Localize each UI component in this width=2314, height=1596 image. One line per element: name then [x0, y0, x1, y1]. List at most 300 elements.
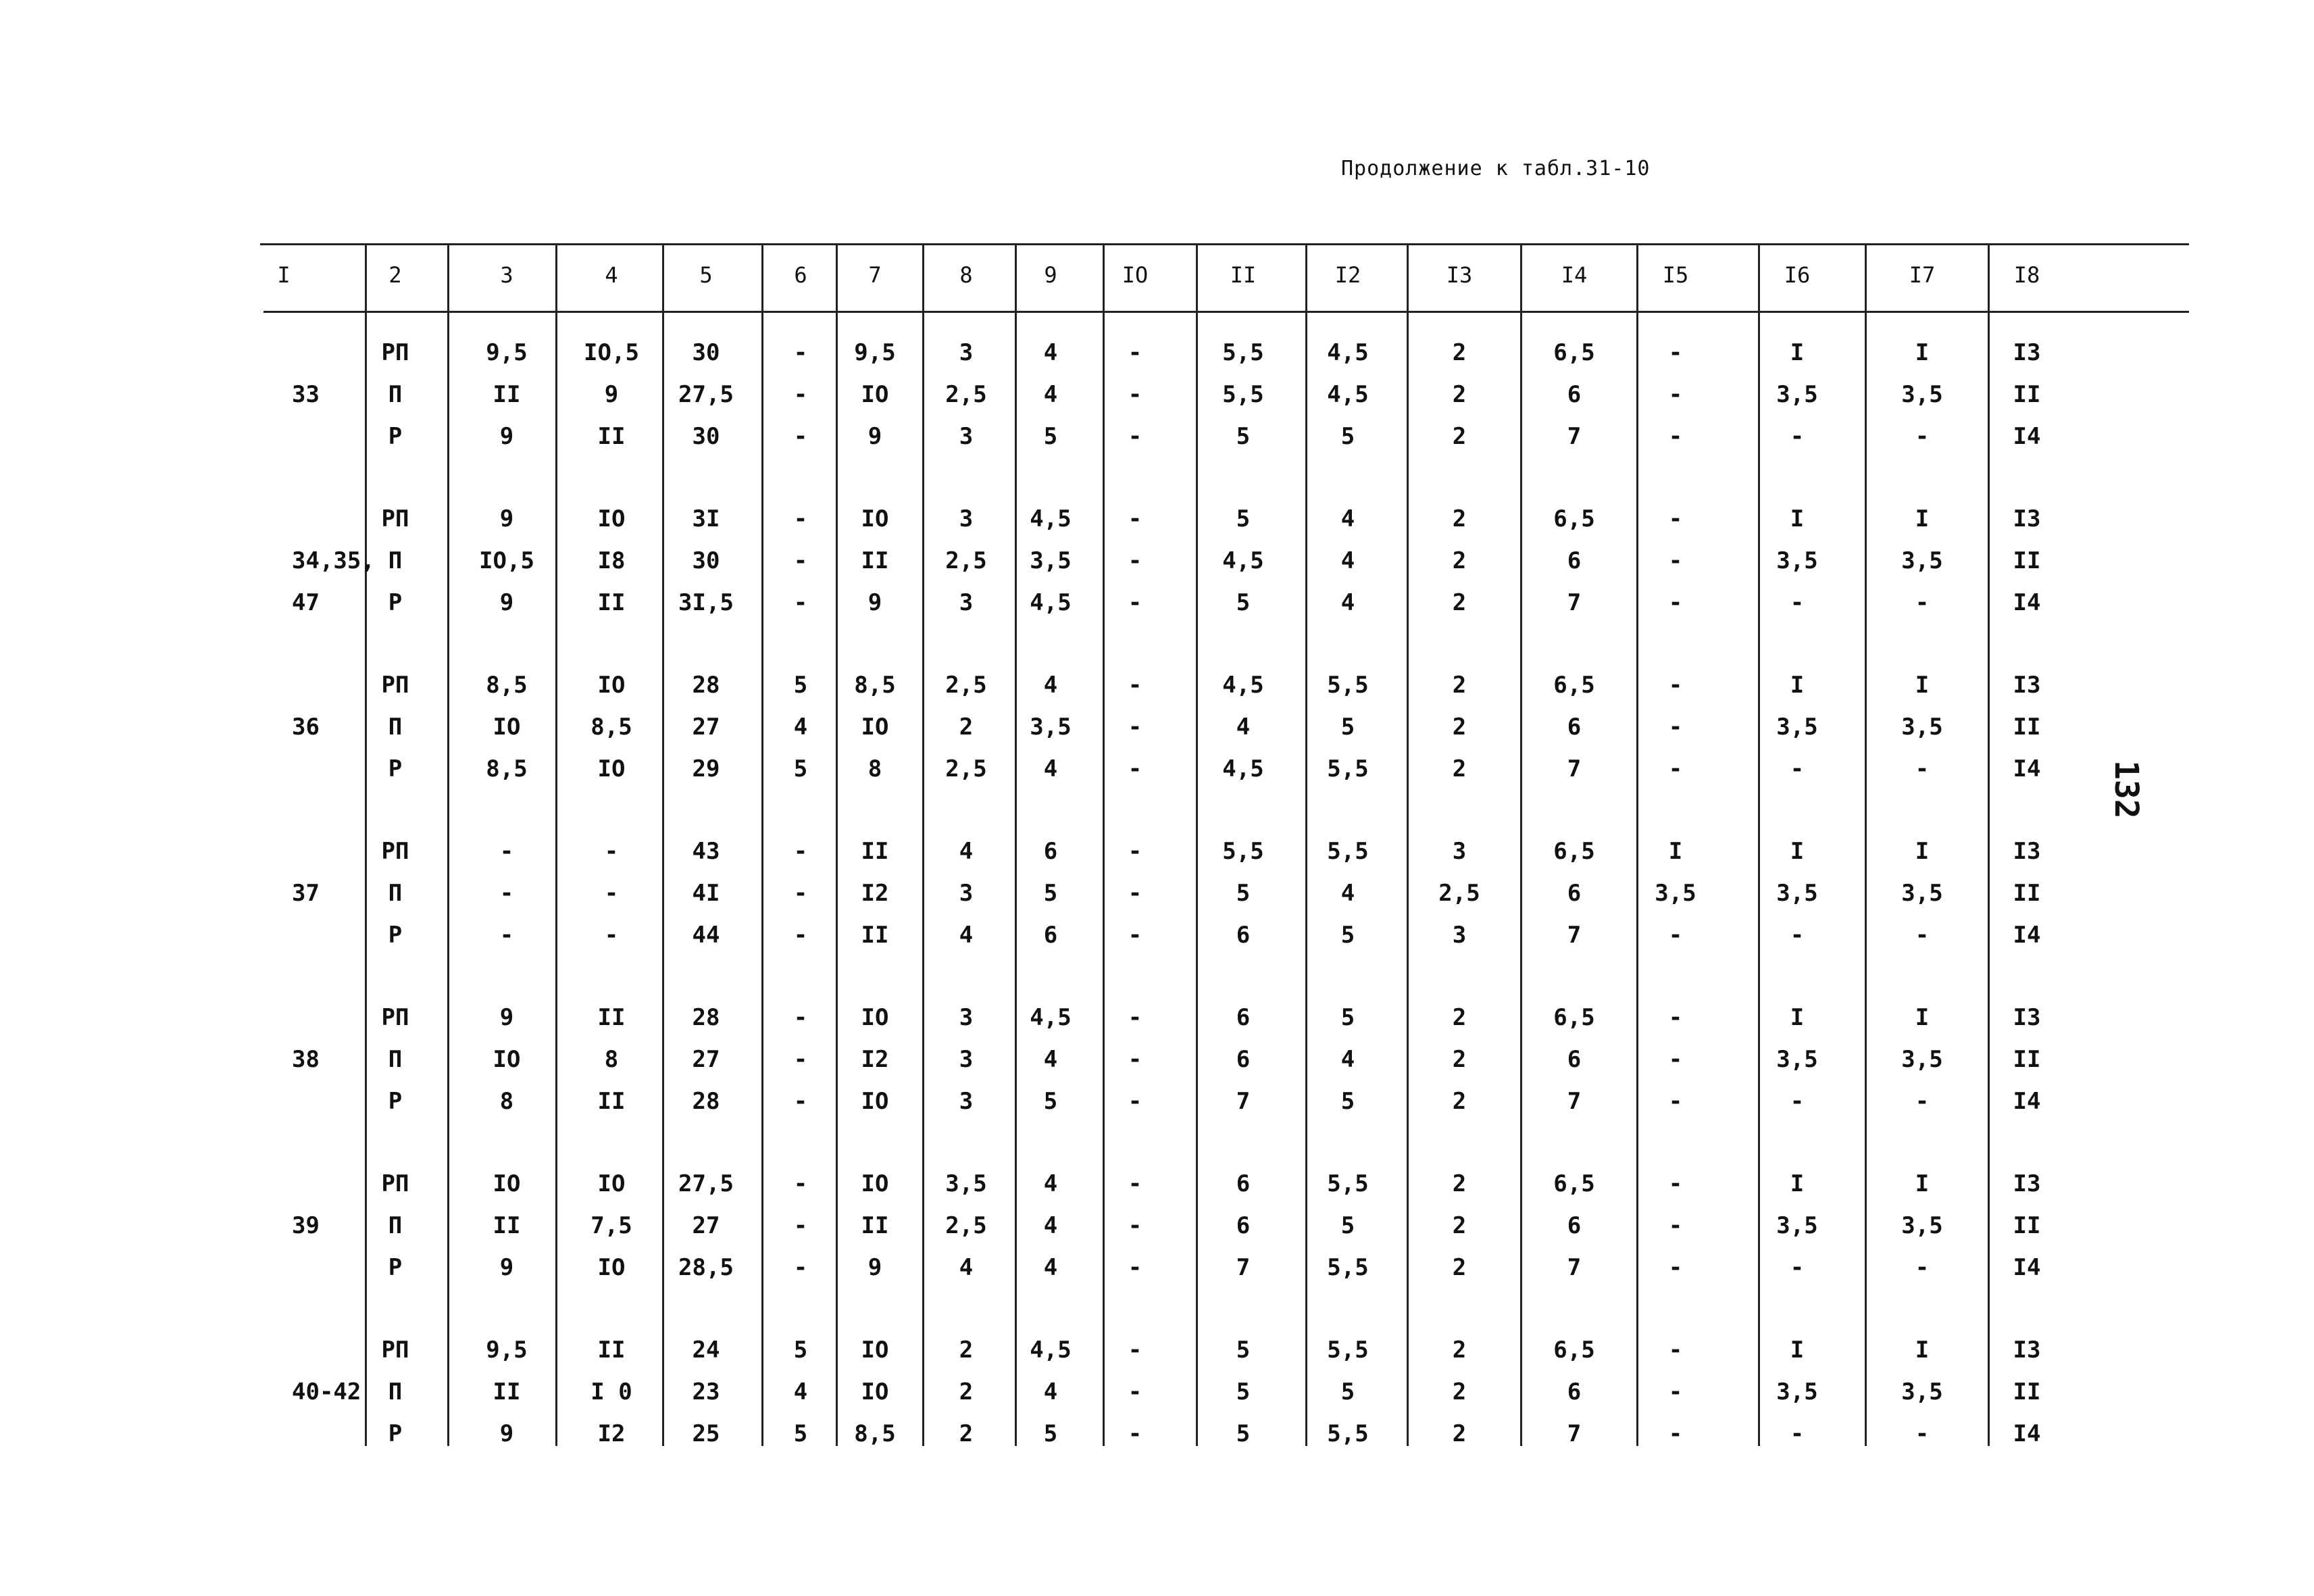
table-cell: 3 — [1452, 922, 1467, 949]
table-cell: 7 — [1236, 1254, 1251, 1281]
table-cell: 3 — [959, 423, 974, 450]
table-cell: IO — [597, 1170, 626, 1197]
table-cell: I — [1668, 838, 1683, 865]
table-cell: - — [1128, 880, 1142, 907]
table-cell: 5,5 — [1327, 672, 1369, 699]
table-cell: I4 — [2013, 423, 2041, 450]
table-cell: 3 — [959, 589, 974, 616]
column-divider — [1988, 243, 1990, 1446]
table-cell: 4 — [1043, 672, 1058, 699]
table-cell: - — [1128, 505, 1142, 532]
table-cell: 3I — [692, 505, 720, 532]
table-cell: 4 — [959, 922, 974, 949]
table-cell: - — [1668, 1004, 1683, 1031]
table-cell: 3,5 — [1901, 714, 1943, 741]
column-header: 9 — [1044, 262, 1057, 288]
table-cell: 8,5 — [486, 755, 528, 782]
table-cell: IO — [861, 505, 889, 532]
table-cell: 43 — [692, 838, 720, 865]
table-cell: - — [1668, 1378, 1683, 1405]
table-cell: - — [1790, 589, 1805, 616]
table-cell: 3,5 — [1776, 1046, 1818, 1073]
table-cell: II — [2013, 1378, 2041, 1405]
table-cell: 6 — [1236, 1004, 1251, 1031]
table-cell: 4 — [1340, 505, 1355, 532]
table-cell: 8 — [867, 755, 882, 782]
table-cell: 5 — [1043, 1420, 1058, 1447]
table-cell: 6 — [1567, 1212, 1582, 1239]
table-cell: 5 — [1043, 1088, 1058, 1115]
table-cell: - — [499, 922, 514, 949]
table-cell: 5 — [793, 1420, 808, 1447]
table-cell: 3 — [959, 880, 974, 907]
table-cell: - — [1668, 339, 1683, 366]
table-cell: Р — [388, 589, 403, 616]
table-cell: 5 — [1340, 423, 1355, 450]
table-cell: 5 — [1236, 1420, 1251, 1447]
table-cell: 8 — [604, 1046, 619, 1073]
table-cell: 7 — [1567, 423, 1582, 450]
table-cell: 2 — [959, 1337, 974, 1364]
table-cell: - — [1128, 423, 1142, 450]
column-header: I5 — [1662, 262, 1689, 288]
table-cell: 6,5 — [1553, 339, 1595, 366]
table-cell: - — [1668, 589, 1683, 616]
table-cell: Р — [388, 1254, 403, 1281]
table-cell: 6,5 — [1553, 1170, 1595, 1197]
column-divider — [1520, 243, 1522, 1446]
table-cell: 2 — [1452, 1337, 1467, 1364]
table-cell: 7 — [1567, 755, 1582, 782]
table-cell: - — [793, 505, 808, 532]
table-cell: 3 — [959, 339, 974, 366]
table-cell: 4,5 — [1030, 505, 1072, 532]
table-cell: 2,5 — [945, 1212, 987, 1239]
table-cell: I3 — [2013, 1004, 2041, 1031]
table-cell: 3,5 — [1901, 547, 1943, 574]
table-cell: 3 — [959, 1088, 974, 1115]
header-bottom-rule — [263, 311, 2189, 313]
column-header: I8 — [2013, 262, 2040, 288]
table-cell: 24 — [692, 1337, 720, 1364]
table-cell: 5 — [1236, 505, 1251, 532]
group-label: 33 — [292, 381, 320, 408]
table-cell: 5 — [1340, 1212, 1355, 1239]
column-header: 7 — [868, 262, 882, 288]
table-cell: II — [861, 838, 889, 865]
table-cell: 3,5 — [945, 1170, 987, 1197]
table-cell: 5 — [1236, 1378, 1251, 1405]
table-cell: 5 — [1043, 880, 1058, 907]
table-cell: - — [1668, 1170, 1683, 1197]
table-cell: 8,5 — [486, 672, 528, 699]
table-cell: - — [1128, 1420, 1142, 1447]
table-cell: 6 — [1567, 1046, 1582, 1073]
table-cell: 7 — [1567, 1420, 1582, 1447]
table-cell: - — [1128, 1004, 1142, 1031]
table-cell: IO — [861, 1378, 889, 1405]
table-cell: IO — [597, 755, 626, 782]
table-cell: 28,5 — [678, 1254, 734, 1281]
table-cell: 9 — [499, 1004, 514, 1031]
table-cell: 3I,5 — [678, 589, 734, 616]
column-header: 8 — [959, 262, 973, 288]
table-cell: 7 — [1236, 1088, 1251, 1115]
column-header: I2 — [1334, 262, 1361, 288]
table-cell: - — [604, 880, 619, 907]
table-cell: 6,5 — [1553, 1004, 1595, 1031]
table-cell: 4 — [1043, 1212, 1058, 1239]
table-cell: - — [793, 1212, 808, 1239]
table-cell: 3,5 — [1655, 880, 1696, 907]
column-divider — [447, 243, 449, 1446]
table-cell: I4 — [2013, 589, 2041, 616]
table-cell: 2 — [959, 714, 974, 741]
table-cell: 5,5 — [1222, 339, 1264, 366]
table-cell: 2 — [1452, 1004, 1467, 1031]
table-cell: 2 — [1452, 714, 1467, 741]
table-cell: 5,5 — [1327, 1254, 1369, 1281]
table-cell: IO — [493, 714, 521, 741]
table-cell: I3 — [2013, 339, 2041, 366]
table-cell: П — [388, 1378, 403, 1405]
table-cell: 4 — [1043, 1170, 1058, 1197]
table-cell: - — [1668, 755, 1683, 782]
table-cell: - — [793, 547, 808, 574]
table-cell: 6 — [1567, 880, 1582, 907]
table-cell: I 0 — [590, 1378, 632, 1405]
table-cell: - — [793, 922, 808, 949]
table-cell: I — [1790, 1170, 1805, 1197]
table-cell: - — [1915, 589, 1930, 616]
table-cell: 5 — [1236, 589, 1251, 616]
table-cell: I — [1790, 505, 1805, 532]
group-label: 37 — [292, 880, 320, 907]
table-cell: 6,5 — [1553, 838, 1595, 865]
table-cell: 4,5 — [1222, 547, 1264, 574]
table-cell: - — [1668, 547, 1683, 574]
table-cell: II — [861, 547, 889, 574]
table-cell: 3,5 — [1901, 381, 1943, 408]
table-cell: 3,5 — [1030, 547, 1072, 574]
table-cell: 3,5 — [1776, 714, 1818, 741]
table-cell: 4 — [959, 838, 974, 865]
table-cell: 8,5 — [854, 1420, 896, 1447]
table-cell: - — [1790, 755, 1805, 782]
table-cell: II — [2013, 381, 2041, 408]
table-cell: - — [1128, 1378, 1142, 1405]
table-cell: 6 — [1236, 1170, 1251, 1197]
table-top-rule — [260, 243, 2189, 245]
table-cell: - — [1128, 1337, 1142, 1364]
table-cell: 4,5 — [1030, 1004, 1072, 1031]
table-cell: 5,5 — [1327, 755, 1369, 782]
table-cell: II — [2013, 1046, 2041, 1073]
table-cell: 5,5 — [1327, 1420, 1369, 1447]
table-cell: - — [1668, 1420, 1683, 1447]
table-cell: 27 — [692, 714, 720, 741]
table-cell: I2 — [597, 1420, 626, 1447]
table-cell: 2 — [1452, 1378, 1467, 1405]
table-cell: 2 — [1452, 381, 1467, 408]
table-cell: 6 — [1043, 922, 1058, 949]
table-cell: РП — [381, 1004, 409, 1031]
table-cell: 3,5 — [1901, 880, 1943, 907]
column-header: II — [1230, 262, 1257, 288]
table-cell: П — [388, 381, 403, 408]
column-header: 2 — [388, 262, 402, 288]
column-header: IO — [1122, 262, 1149, 288]
column-header: I — [277, 262, 291, 288]
table-cell: 30 — [692, 547, 720, 574]
table-cell: 5 — [1340, 1378, 1355, 1405]
table-cell: 4,5 — [1030, 589, 1072, 616]
table-cell: 8,5 — [590, 714, 632, 741]
group-label: 47 — [292, 589, 320, 616]
table-cell: 5 — [793, 672, 808, 699]
table-cell: IO — [861, 381, 889, 408]
table-cell: - — [1915, 922, 1930, 949]
table-cell: 4 — [1043, 1254, 1058, 1281]
table-cell: - — [1668, 381, 1683, 408]
table-cell: РП — [381, 339, 409, 366]
table-cell: 4 — [1340, 547, 1355, 574]
column-header: I3 — [1446, 262, 1473, 288]
table-cell: I — [1915, 339, 1930, 366]
table-cell: 9 — [867, 423, 882, 450]
table-cell: 2 — [1452, 1420, 1467, 1447]
table-cell: 4 — [1043, 381, 1058, 408]
table-cell: - — [1915, 423, 1930, 450]
table-cell: I4 — [2013, 922, 2041, 949]
table-cell: - — [1128, 714, 1142, 741]
table-cell: I — [1915, 505, 1930, 532]
column-divider — [365, 243, 367, 1446]
table-cell: 3,5 — [1776, 1378, 1818, 1405]
table-cell: IO — [597, 505, 626, 532]
table-cell: IO — [861, 1170, 889, 1197]
table-cell: 6 — [1236, 1212, 1251, 1239]
table-cell: I3 — [2013, 672, 2041, 699]
table-cell: II — [597, 1337, 626, 1364]
table-cell: 9 — [867, 589, 882, 616]
table-cell: РП — [381, 1337, 409, 1364]
table-cell: I — [1790, 339, 1805, 366]
column-divider — [662, 243, 664, 1446]
table-cell: 27 — [692, 1212, 720, 1239]
table-cell: 2,5 — [1438, 880, 1480, 907]
table-cell: 2 — [1452, 339, 1467, 366]
table-cell: - — [1128, 1254, 1142, 1281]
table-cell: П — [388, 547, 403, 574]
table-cell: IO — [861, 714, 889, 741]
table-cell: 2,5 — [945, 381, 987, 408]
table-cell: I3 — [2013, 1170, 2041, 1197]
table-cell: - — [1128, 1046, 1142, 1073]
table-cell: - — [1915, 1254, 1930, 1281]
table-cell: 30 — [692, 423, 720, 450]
group-label: 40-42 — [292, 1378, 361, 1405]
table-cell: 5 — [1340, 922, 1355, 949]
table-cell: IO — [493, 1170, 521, 1197]
table-cell: I4 — [2013, 1254, 2041, 1281]
table-cell: 3,5 — [1901, 1046, 1943, 1073]
column-header: I6 — [1784, 262, 1811, 288]
column-divider — [1015, 243, 1017, 1446]
table-cell: РП — [381, 838, 409, 865]
table-cell: 6 — [1567, 714, 1582, 741]
table-cell: 3,5 — [1901, 1378, 1943, 1405]
table-cell: 3,5 — [1776, 1212, 1818, 1239]
table-cell: - — [1128, 922, 1142, 949]
table-cell: - — [1668, 1254, 1683, 1281]
table-cell: IO — [861, 1088, 889, 1115]
column-divider — [761, 243, 763, 1446]
table-cell: 5 — [1340, 1088, 1355, 1115]
table-cell: - — [793, 1254, 808, 1281]
table-cell: 5 — [1340, 1004, 1355, 1031]
table-cell: 28 — [692, 672, 720, 699]
table-cell: 3 — [959, 505, 974, 532]
table-cell: - — [1128, 381, 1142, 408]
table-cell: 5,5 — [1327, 838, 1369, 865]
table-cell: 28 — [692, 1088, 720, 1115]
table-cell: I2 — [861, 880, 889, 907]
column-divider — [1305, 243, 1307, 1446]
table-cell: 29 — [692, 755, 720, 782]
table-cell: 3 — [1452, 838, 1467, 865]
table-cell: 2 — [1452, 1046, 1467, 1073]
table-cell: II — [2013, 547, 2041, 574]
table-cell: - — [1915, 755, 1930, 782]
table-cell: 5 — [1340, 714, 1355, 741]
table-cell: 4,5 — [1327, 339, 1369, 366]
column-header: 6 — [794, 262, 807, 288]
table-cell: - — [1128, 1088, 1142, 1115]
table-cell: I8 — [597, 547, 626, 574]
table-caption: Продолжение к табл.31-10 — [1341, 157, 1651, 180]
table-cell: 9,5 — [854, 339, 896, 366]
column-divider — [836, 243, 838, 1446]
table-cell: 5 — [1236, 423, 1251, 450]
table-cell: I3 — [2013, 838, 2041, 865]
table-cell: 3,5 — [1776, 547, 1818, 574]
table-cell: 25 — [692, 1420, 720, 1447]
table-cell: - — [1128, 547, 1142, 574]
column-divider — [1196, 243, 1198, 1446]
table-cell: П — [388, 1046, 403, 1073]
table-cell: 2,5 — [945, 672, 987, 699]
table-cell: 8,5 — [854, 672, 896, 699]
table-cell: 5 — [1236, 1337, 1251, 1364]
table-cell: 7 — [1567, 1088, 1582, 1115]
column-header: 4 — [605, 262, 618, 288]
table-cell: 23 — [692, 1378, 720, 1405]
table-cell: I — [1790, 838, 1805, 865]
table-cell: - — [793, 339, 808, 366]
table-cell: - — [1915, 1420, 1930, 1447]
column-divider — [1865, 243, 1867, 1446]
table-cell: 4,5 — [1222, 755, 1264, 782]
table-cell: I — [1915, 1004, 1930, 1031]
column-header: I7 — [1909, 262, 1936, 288]
table-cell: - — [1128, 1212, 1142, 1239]
table-cell: I — [1915, 1337, 1930, 1364]
table-cell: 6,5 — [1553, 1337, 1595, 1364]
table-cell: IO,5 — [479, 547, 534, 574]
table-cell: 5,5 — [1327, 1170, 1369, 1197]
table-cell: - — [793, 1046, 808, 1073]
table-cell: I3 — [2013, 1337, 2041, 1364]
table-cell: 9 — [604, 381, 619, 408]
column-header: 5 — [699, 262, 713, 288]
table-cell: 9,5 — [486, 1337, 528, 1364]
table-cell: 9 — [499, 1254, 514, 1281]
table-cell: - — [793, 381, 808, 408]
table-cell: 5 — [1236, 880, 1251, 907]
group-label: 34,35, — [292, 547, 375, 574]
table-cell: 6 — [1567, 547, 1582, 574]
table-cell: 4,5 — [1222, 672, 1264, 699]
table-cell: 28 — [692, 1004, 720, 1031]
table-cell: - — [1790, 1420, 1805, 1447]
table-cell: II — [2013, 714, 2041, 741]
group-label: 38 — [292, 1046, 320, 1073]
table-cell: Р — [388, 1088, 403, 1115]
table-cell: 9 — [499, 1420, 514, 1447]
table-cell: 5,5 — [1222, 381, 1264, 408]
table-cell: - — [499, 880, 514, 907]
table-cell: Р — [388, 922, 403, 949]
table-cell: 5,5 — [1222, 838, 1264, 865]
table-cell: 2 — [1452, 547, 1467, 574]
table-cell: 9 — [499, 589, 514, 616]
table-cell: - — [1128, 339, 1142, 366]
table-cell: 2 — [1452, 1254, 1467, 1281]
table-cell: 4 — [959, 1254, 974, 1281]
table-cell: II — [493, 1378, 521, 1405]
table-cell: II — [861, 1212, 889, 1239]
table-cell: 6 — [1043, 838, 1058, 865]
table-cell: РП — [381, 1170, 409, 1197]
table-cell: I — [1790, 1004, 1805, 1031]
table-cell: 4 — [793, 714, 808, 741]
table-cell: - — [793, 589, 808, 616]
table-cell: - — [1668, 672, 1683, 699]
table-cell: II — [493, 381, 521, 408]
table-cell: 6,5 — [1553, 505, 1595, 532]
table-cell: 27,5 — [678, 1170, 734, 1197]
column-divider — [1407, 243, 1409, 1446]
table-cell: - — [1668, 1337, 1683, 1364]
table-cell: II — [597, 589, 626, 616]
table-cell: IO — [861, 1337, 889, 1364]
table-cell: 7 — [1567, 589, 1582, 616]
table-cell: - — [1668, 423, 1683, 450]
table-cell: 2,5 — [945, 755, 987, 782]
table-cell: 7 — [1567, 922, 1582, 949]
column-divider — [922, 243, 924, 1446]
table-cell: 4 — [1340, 1046, 1355, 1073]
table-cell: 27,5 — [678, 381, 734, 408]
table-cell: - — [793, 1088, 808, 1115]
table-cell: 9 — [499, 505, 514, 532]
table-cell: РП — [381, 672, 409, 699]
table-cell: I — [1915, 672, 1930, 699]
table-cell: - — [793, 880, 808, 907]
table-cell: II — [2013, 1212, 2041, 1239]
table-cell: 4I — [692, 880, 720, 907]
